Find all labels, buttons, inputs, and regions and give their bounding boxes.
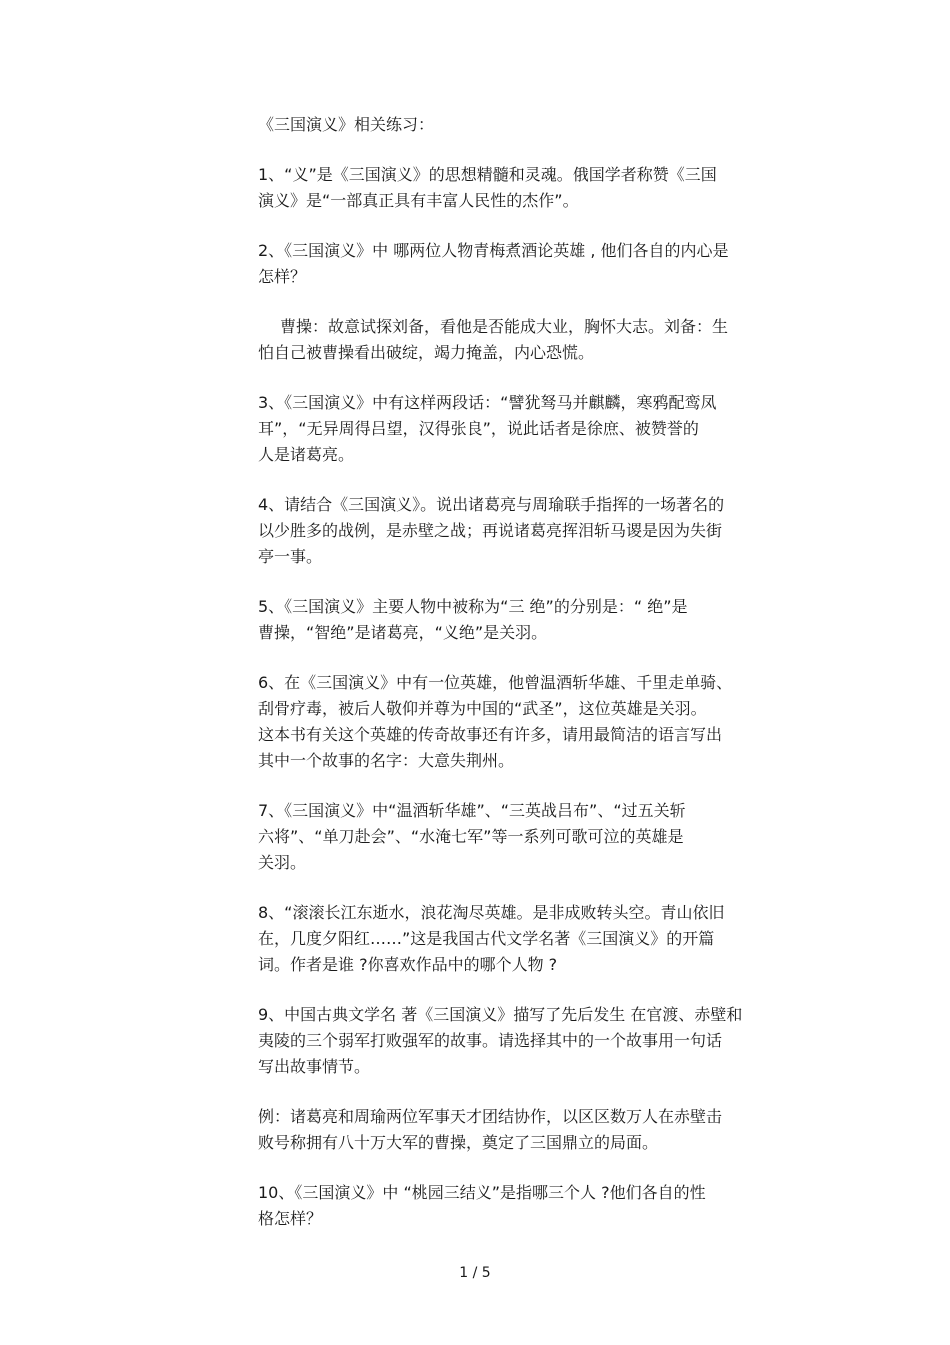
text-line: 败号称拥有八十万大军的曹操，奠定了三国鼎立的局面。 [258, 1133, 659, 1152]
text-line: 其中一个故事的名字：大意失荆州。 [258, 751, 515, 770]
document-body [258, 112, 828, 1256]
text-line: 6、在《三国演义》中有一位英雄，他曾温酒斩华雄、千里走单骑、 [258, 673, 733, 692]
text-line: 耳”，“无异周得吕望，汉得张良”，说此话者是徐庶、被赞誉的 [258, 419, 699, 438]
question-paragraph [258, 594, 828, 646]
text-line: 3、《三国演义》中有这样两段话：“譬犹驽马并麒麟，寒鸦配鸾凤 [258, 393, 717, 412]
question-paragraph [258, 1104, 828, 1156]
text-line: 1、“义”是《三国演义》的思想精髓和灵魂。俄国学者称赞《三国 [258, 165, 717, 184]
text-line: 2、《三国演义》中 哪两位人物青梅煮酒论英雄 , 他们各自的内心是 [258, 241, 729, 260]
page-number: 1 / 5 [459, 1265, 491, 1281]
text-line: 人是诸葛亮。 [258, 445, 355, 464]
text-line: 这本书有关这个英雄的传奇故事还有许多，请用最简洁的语言写出 [258, 725, 723, 744]
text-line: 4、请结合《三国演义》。说出诸葛亮与周瑜联手指挥的一场著名的 [258, 495, 725, 514]
text-line: 写出故事情节。 [258, 1057, 371, 1076]
question-paragraph [258, 670, 828, 774]
text-line: 关羽。 [258, 853, 307, 872]
paragraph-list [258, 162, 828, 1232]
question-paragraph [258, 390, 828, 468]
question-paragraph [258, 798, 828, 876]
text-line: 夷陵的三个弱军打败强军的故事。请选择其中的一个故事用一句话 [258, 1031, 723, 1050]
text-line: 5、《三国演义》主要人物中被称为“三 绝”的分别是：“ 绝”是 [258, 597, 688, 616]
answer-paragraph [258, 314, 828, 366]
question-paragraph [258, 1002, 828, 1080]
text-line: 六将”、“单刀赴会”、“水淹七军”等一系列可歌可泣的英雄是 [258, 827, 684, 846]
text-line: 以少胜多的战例，是赤壁之战；再说诸葛亮挥泪斩马谡是因为失街 [258, 521, 723, 540]
text-line: 曹操：故意试探刘备，看他是否能成大业，胸怀大志。刘备：生 [280, 317, 729, 336]
text-line: 曹操，“智绝”是诸葛亮，“义绝”是关羽。 [258, 623, 548, 642]
question-paragraph [258, 492, 828, 570]
text-line: 10、《三国演义》中 “桃园三结义”是指哪三个人 ?他们各自的性 [258, 1183, 706, 1202]
question-paragraph [258, 238, 828, 290]
text-line: 词。作者是谁 ?你喜欢作品中的哪个人物 ? [258, 955, 558, 974]
text-line: 怎样？ [258, 267, 307, 286]
question-paragraph [258, 162, 828, 214]
text-line: 格怎样？ [258, 1209, 323, 1228]
question-paragraph [258, 1180, 828, 1232]
text-line: 刮骨疗毒，被后人敬仰并尊为中国的“武圣”，这位英雄是关羽。 [258, 699, 707, 718]
text-line: 7、《三国演义》中“温酒斩华雄”、“三英战吕布”、“过五关斩 [258, 801, 686, 820]
question-paragraph [258, 900, 828, 978]
text-line: 演义》是“一部真正具有丰富人民性的杰作”。 [258, 191, 579, 210]
text-line: 9、中国古典文学名 著《三国演义》描写了先后发生 在官渡、赤壁和 [258, 1005, 743, 1024]
document-title: 《三国演义》相关练习： [258, 115, 435, 134]
text-line: 例：诸葛亮和周瑜两位军事天才团结协作，以区区数万人在赤壁击 [258, 1107, 723, 1126]
text-line: 怕自己被曹操看出破绽，竭力掩盖，内心恐慌。 [258, 343, 595, 362]
text-line: 亭一事。 [258, 547, 323, 566]
text-line: 在，几度夕阳红……”这是我国古代文学名著《三国演义》的开篇 [258, 929, 715, 948]
text-line: 8、“滚滚长江东逝水，浪花淘尽英雄。是非成败转头空。青山依旧 [258, 903, 725, 922]
